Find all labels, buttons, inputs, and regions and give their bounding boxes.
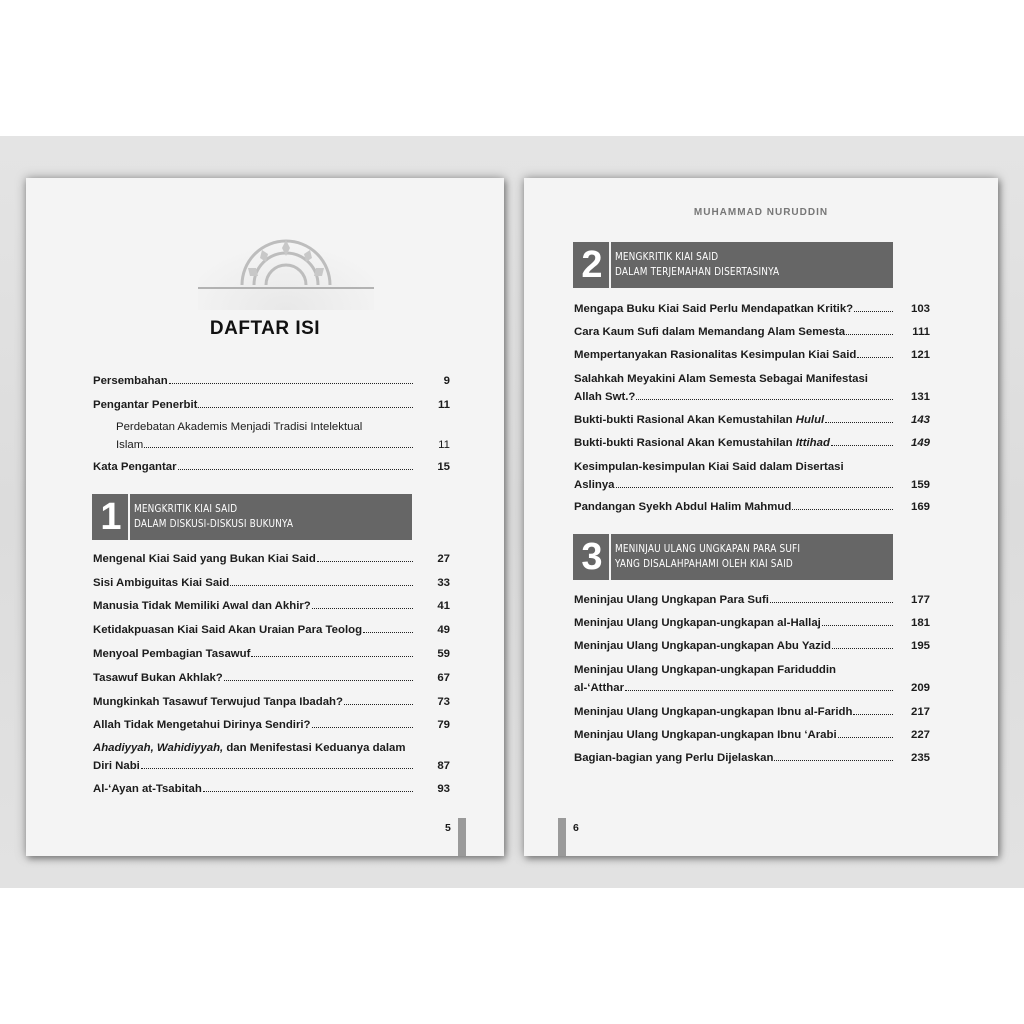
part-number: 2 [581,244,603,286]
entry-title: Meninjau Ulang Ungkapan-ungkapan Fariduddin [574,664,836,676]
entry-page: 217 [910,706,930,718]
entry-title: Al-‘Ayan at-Tsabitah [93,783,202,795]
leader-dots [822,625,893,626]
entry-page: 181 [910,617,930,629]
leader-dots [774,760,893,761]
toc-entry [93,396,450,414]
leader-dots [317,561,413,562]
toc-entry [574,458,930,494]
toc-entry [574,411,930,429]
entry-page: 143 [910,414,930,426]
toc-entry [93,550,450,568]
entry-title: Ketidakpuasan Kiai Said Akan Uraian Para Teolog [93,624,363,636]
entry-page: 87 [437,760,450,772]
toc-entry [93,716,450,734]
toc-entry [574,726,930,744]
entry-page: 59 [437,648,450,660]
leader-dots [853,714,893,715]
leader-dots [198,407,413,408]
toc-entry [574,591,930,609]
part-banner [573,534,893,580]
leader-dots [141,768,413,769]
part-title-line1: MENGKRITIK KIAI SAID [134,503,238,515]
entry-title: Persembahan [93,375,168,387]
toc-entry [574,498,930,516]
toc-entry [574,323,930,341]
leader-dots [854,311,893,312]
divider [609,242,611,288]
entry-title: Meninjau Ulang Ungkapan-ungkapan Ibnu al-Faridh [574,706,853,718]
entry-page: 33 [437,577,450,589]
leader-dots [770,602,893,603]
right-page [524,178,998,856]
leader-dots [312,608,413,609]
leader-dots [832,648,893,649]
entry-title: Mengapa Buku Kiai Said Perlu Mendapatkan Kritik? [574,303,854,315]
entry-title: Meninjau Ulang Ungkapan-ungkapan Abu Yazid [574,640,831,652]
toc-entry [93,739,450,775]
toc-entry [93,621,450,639]
entry-page: 9 [443,375,450,387]
leader-dots [178,469,413,470]
entry-page: 67 [437,672,450,684]
entry-page: 209 [910,682,930,694]
leader-dots [363,632,413,633]
toc-entry [574,637,930,655]
entry-title: Sisi Ambiguitas Kiai Said [93,577,230,589]
leader-dots [230,585,413,586]
entry-page: 227 [910,729,930,741]
running-head: MUHAMMAD NURUDDIN [693,207,829,218]
toc-entry [574,614,930,632]
entry-title: Pandangan Syekh Abdul Halim Mahmud [574,501,792,513]
leader-dots [616,487,893,488]
entry-page: 27 [437,553,450,565]
toc-entry [93,669,450,687]
toc-entry [93,693,450,711]
part-title-line1: MENGKRITIK KIAI SAID [615,251,719,263]
toc-entry [574,749,930,767]
entry-page: 11 [437,399,450,411]
toc-entry [574,370,930,406]
leader-dots [625,690,893,691]
entry-page: 15 [437,461,450,473]
page-number: 5 [445,822,451,834]
page-tab [558,818,566,856]
entry-title: Tasawuf Bukan Akhlak? [93,672,223,684]
entry-title-italic: Hulul [795,414,825,426]
arabesque-ornament-icon [198,200,374,310]
part-title-line1: MENINJAU ULANG UNGKAPAN PARA SUFI [615,543,801,555]
page-tab [458,818,466,856]
leader-dots [792,509,893,510]
entry-page: 195 [910,640,930,652]
entry-title: Cara Kaum Sufi dalam Memandang Alam Semesta [574,326,846,338]
leader-dots [169,383,413,384]
toc-entry [574,661,930,697]
toc-entry [93,574,450,592]
entry-title: Mempertanyakan Rasionalitas Kesimpulan Kiai Said [574,349,857,361]
entry-title-cont: Islam [116,439,144,451]
entry-page: 111 [912,326,930,338]
entry-title: Salahkah Meyakini Alam Semesta Sebagai Manifestasi [574,373,868,385]
leader-dots [312,727,413,728]
entry-page: 177 [910,594,930,606]
entry-page: 169 [910,501,930,513]
entry-title: Manusia Tidak Memiliki Awal dan Akhir? [93,600,311,612]
entry-page: 235 [910,752,930,764]
entry-page: 11 [438,439,450,451]
part-title-line2: YANG DISALAHPAHAMI OLEH KIAI SAID [615,558,793,570]
entry-title: Kata Pengantar [93,461,177,473]
left-page [26,178,504,856]
entry-title-cont: Aslinya [574,479,615,491]
entry-title: Mungkinkah Tasawuf Terwujud Tanpa Ibadah? [93,696,343,708]
toc-entry [93,780,450,798]
entry-title: Allah Tidak Mengetahui Dirinya Sendiri? [93,719,311,731]
entry-title-cont: Allah Swt.? [574,391,636,403]
entry-page: 41 [437,600,450,612]
entry-title: Bukti-bukti Rasional Akan Kemustahilan [574,414,796,426]
toc-entry [574,434,930,452]
leader-dots [831,445,893,446]
entry-title-italic: Ahadiyyah, Wahidiyyah, [93,742,224,754]
entry-title: Perdebatan Akademis Menjadi Tradisi Intelektual [116,421,363,433]
part-banner [573,242,893,288]
divider [609,534,611,580]
page-number: 6 [573,822,579,834]
entry-page: 131 [910,391,930,403]
part-title-line2: DALAM DISKUSI-DISKUSI BUKUNYA [134,518,294,530]
part-number: 1 [100,496,122,538]
entry-title: Mengenal Kiai Said yang Bukan Kiai Said [93,553,316,565]
toc-entry [574,300,930,318]
toc-entry [574,703,930,721]
divider [128,494,130,540]
part-title-line2: DALAM TERJEMAHAN DISERTASINYA [615,266,780,278]
entry-page: 103 [910,303,930,315]
entry-page: 93 [437,783,450,795]
toc-subentry [116,418,450,454]
entry-title: Menyoal Pembagian Tasawuf [93,648,251,660]
leader-dots [857,357,893,358]
entry-page: 121 [910,349,930,361]
toc-entry [93,645,450,663]
toc-entry [93,372,450,390]
entry-page: 159 [910,479,930,491]
entry-page: 149 [910,437,930,449]
toc-entry [93,597,450,615]
entry-title: Pengantar Penerbit [93,399,198,411]
leader-dots [224,680,413,681]
part-number: 3 [581,536,603,578]
leader-dots [846,334,893,335]
entry-title-cont: al-‘Atthar [574,682,624,694]
entry-title: Kesimpulan-kesimpulan Kiai Said dalam Disertasi [574,461,844,473]
leader-dots [636,399,893,400]
entry-page: 49 [437,624,450,636]
entry-page: 79 [437,719,450,731]
leader-dots [144,447,413,448]
part-banner [92,494,412,540]
leader-dots [838,737,893,738]
leader-dots [203,791,413,792]
page-title: DAFTAR ISI [209,318,321,339]
entry-title: Meninjau Ulang Ungkapan-ungkapan al-Hallaj [574,617,821,629]
leader-dots [251,656,413,657]
entry-title: Bukti-bukti Rasional Akan Kemustahilan [574,437,796,449]
entry-title-italic: Ittihad [795,437,830,449]
entry-title: Meninjau Ulang Ungkapan Para Sufi [574,594,769,606]
leader-dots [344,704,413,705]
entry-title: Bagian-bagian yang Perlu Dijelaskan [574,752,774,764]
leader-dots [825,422,893,423]
entry-title: dan Menifestasi Keduanya dalam [223,742,406,754]
entry-title: Meninjau Ulang Ungkapan-ungkapan Ibnu ‘Arabi [574,729,837,741]
entry-title-cont: Diri Nabi [93,760,140,772]
toc-entry [574,346,930,364]
toc-entry [93,458,450,476]
entry-page: 73 [437,696,450,708]
